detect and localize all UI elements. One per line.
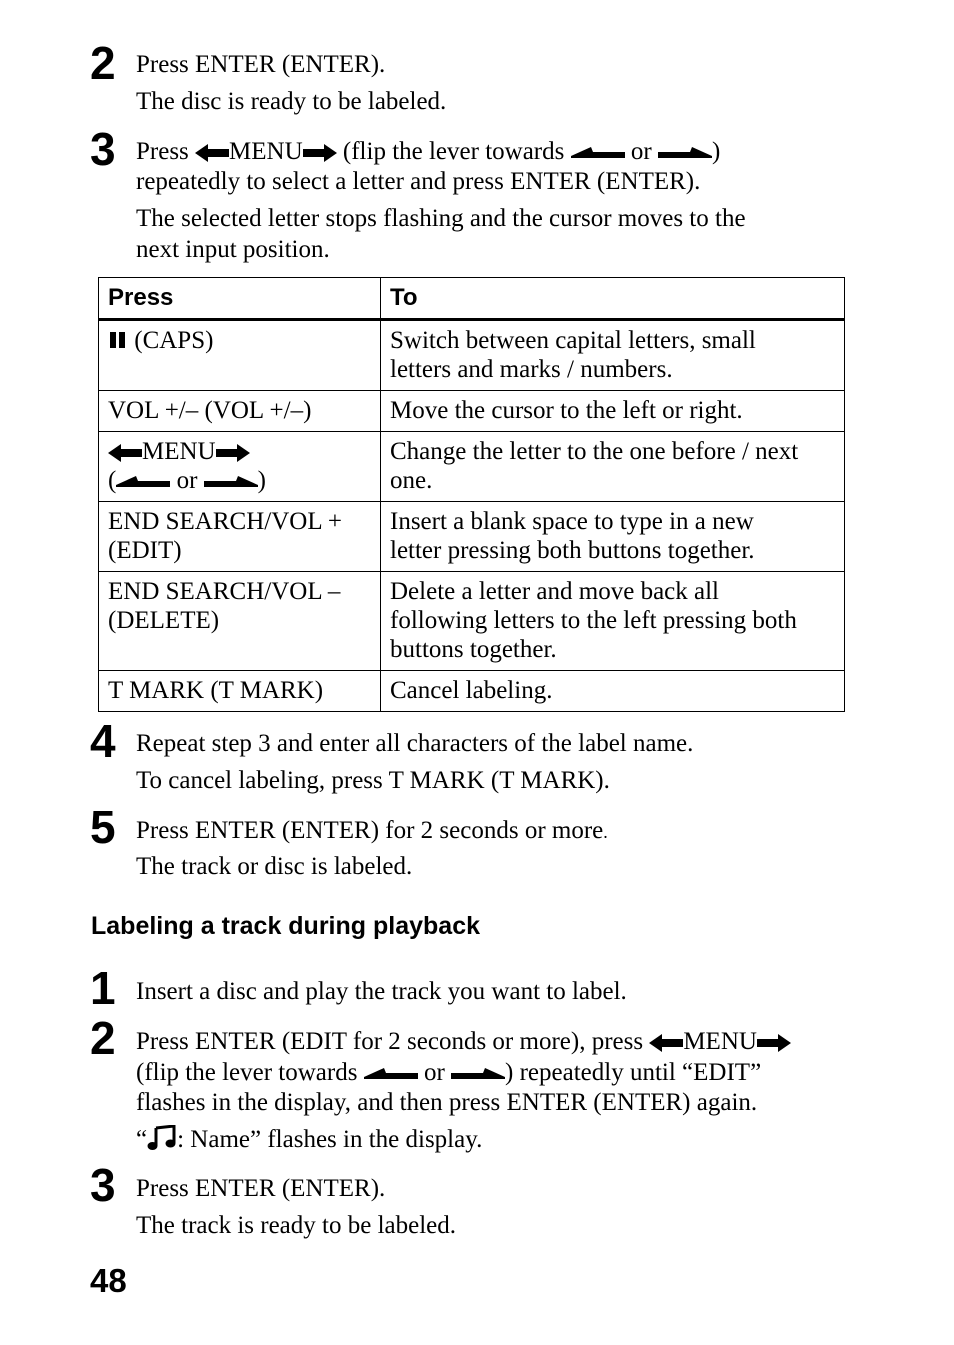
to-cell bbox=[381, 391, 845, 432]
step-note: To cancel labeling, press T MARK (T MARK). bbox=[136, 767, 610, 794]
press-text: END SEARCH/VOL – bbox=[108, 578, 341, 605]
table-row bbox=[99, 671, 845, 712]
text-run: ) bbox=[711, 138, 721, 165]
step-number: 3 bbox=[90, 1159, 116, 1211]
press-text: ( bbox=[108, 467, 117, 494]
step-number: 4 bbox=[90, 715, 116, 767]
to-text: buttons together. bbox=[390, 636, 557, 663]
step-text: Insert a disc and play the track you want to label. bbox=[136, 978, 627, 1005]
text-run: Press ENTER (EDIT for 2 seconds or more), press bbox=[136, 1028, 650, 1055]
step-text: Press ENTER (ENTER). bbox=[136, 1175, 386, 1202]
music-note-icon bbox=[147, 1125, 177, 1151]
step-number: 2 bbox=[90, 1012, 116, 1064]
pause-icon bbox=[108, 331, 128, 349]
step-note bbox=[136, 1125, 482, 1155]
text-run: “ bbox=[136, 1126, 148, 1153]
step-text: Press ENTER (ENTER). bbox=[136, 51, 386, 78]
to-text: following letters to the left pressing both bbox=[390, 607, 797, 634]
press-cell bbox=[99, 432, 381, 502]
table-row bbox=[99, 391, 845, 432]
to-cell bbox=[381, 572, 845, 671]
to-text: Insert a blank space to type in a new bbox=[390, 508, 754, 535]
arrow-left-icon bbox=[649, 1033, 683, 1053]
lever-right-icon bbox=[658, 146, 712, 160]
to-text: Switch between capital letters, small bbox=[390, 327, 756, 354]
step-note: next input position. bbox=[136, 236, 330, 263]
press-text: MENU bbox=[142, 438, 216, 465]
arrow-left-icon bbox=[195, 143, 229, 163]
column-header-to: To bbox=[381, 278, 845, 320]
press-cell bbox=[99, 671, 381, 712]
step-text: flashes in the display, and then press ENTER (ENTER) again. bbox=[136, 1089, 758, 1116]
to-text: Change the letter to the one before / next bbox=[390, 438, 799, 465]
to-cell bbox=[381, 671, 845, 712]
to-text: Move the cursor to the left or right. bbox=[390, 397, 743, 424]
text-run: Press bbox=[136, 138, 196, 165]
to-cell bbox=[381, 502, 845, 572]
text-run: MENU bbox=[229, 138, 303, 165]
press-text: (CAPS) bbox=[134, 327, 214, 354]
step-text: repeatedly to select a letter and press ENTER (ENTER). bbox=[136, 168, 701, 195]
lever-right-icon bbox=[451, 1067, 505, 1081]
operations-table bbox=[98, 277, 845, 712]
step-text bbox=[136, 1027, 791, 1057]
text-run: (flip the lever towards bbox=[336, 138, 571, 165]
table-row bbox=[99, 320, 845, 391]
section-heading: Labeling a track during playback bbox=[91, 912, 481, 940]
text-run: or bbox=[624, 138, 658, 165]
lever-left-icon bbox=[116, 475, 170, 489]
lever-left-icon bbox=[364, 1067, 418, 1081]
press-text: VOL +/– (VOL +/–) bbox=[108, 397, 312, 424]
to-text: Delete a letter and move back all bbox=[390, 578, 720, 605]
press-text: (DELETE) bbox=[108, 607, 220, 634]
step-number: 2 bbox=[90, 37, 116, 89]
step-text bbox=[136, 137, 720, 167]
lever-right-icon bbox=[204, 475, 258, 489]
to-cell bbox=[381, 320, 845, 391]
to-cell bbox=[381, 432, 845, 502]
arrow-right-icon bbox=[303, 143, 337, 163]
to-text: letter pressing both buttons together. bbox=[390, 537, 755, 564]
press-cell bbox=[99, 502, 381, 572]
text-run: or bbox=[417, 1059, 452, 1086]
step-number: 5 bbox=[90, 801, 116, 853]
press-cell bbox=[99, 320, 381, 391]
text-run: . bbox=[603, 822, 608, 842]
step-note: The track is ready to be labeled. bbox=[136, 1212, 456, 1239]
text-run: ) repeatedly until “EDIT” bbox=[505, 1059, 762, 1086]
press-text: END SEARCH/VOL + bbox=[108, 508, 343, 535]
step-text: Repeat step 3 and enter all characters of the label name. bbox=[136, 730, 694, 757]
table-header-row bbox=[99, 278, 845, 320]
table-row bbox=[99, 432, 845, 502]
lever-left-icon bbox=[571, 146, 625, 160]
page-number: 48 bbox=[90, 1262, 127, 1299]
press-text: ) bbox=[257, 467, 266, 494]
step-text bbox=[136, 816, 608, 847]
press-text: T MARK (T MARK) bbox=[108, 677, 324, 704]
to-text: letters and marks / numbers. bbox=[390, 356, 673, 383]
step-text bbox=[136, 1058, 761, 1088]
press-cell bbox=[99, 391, 381, 432]
press-text: (EDIT) bbox=[108, 537, 182, 564]
step-note: The track or disc is labeled. bbox=[136, 853, 413, 880]
arrow-right-icon bbox=[216, 443, 250, 463]
text-run: MENU bbox=[683, 1028, 757, 1055]
press-cell bbox=[99, 572, 381, 671]
step-note: The disc is ready to be labeled. bbox=[136, 88, 447, 115]
arrow-right-icon bbox=[757, 1033, 791, 1053]
column-header-press: Press bbox=[99, 278, 381, 320]
arrow-left-icon bbox=[108, 443, 142, 463]
step-number: 3 bbox=[90, 123, 116, 175]
text-run: (flip the lever towards bbox=[136, 1059, 364, 1086]
table-row bbox=[99, 572, 845, 671]
step-number: 1 bbox=[90, 962, 116, 1014]
text-run: Press ENTER (ENTER) for 2 seconds or more bbox=[136, 817, 604, 844]
step-note: The selected letter stops flashing and the cursor moves to the bbox=[136, 205, 746, 232]
to-text: one. bbox=[390, 467, 433, 494]
press-text: or bbox=[170, 467, 204, 494]
to-text: Cancel labeling. bbox=[390, 677, 553, 704]
text-run: : Name” flashes in the display. bbox=[177, 1126, 483, 1153]
table-row bbox=[99, 502, 845, 572]
